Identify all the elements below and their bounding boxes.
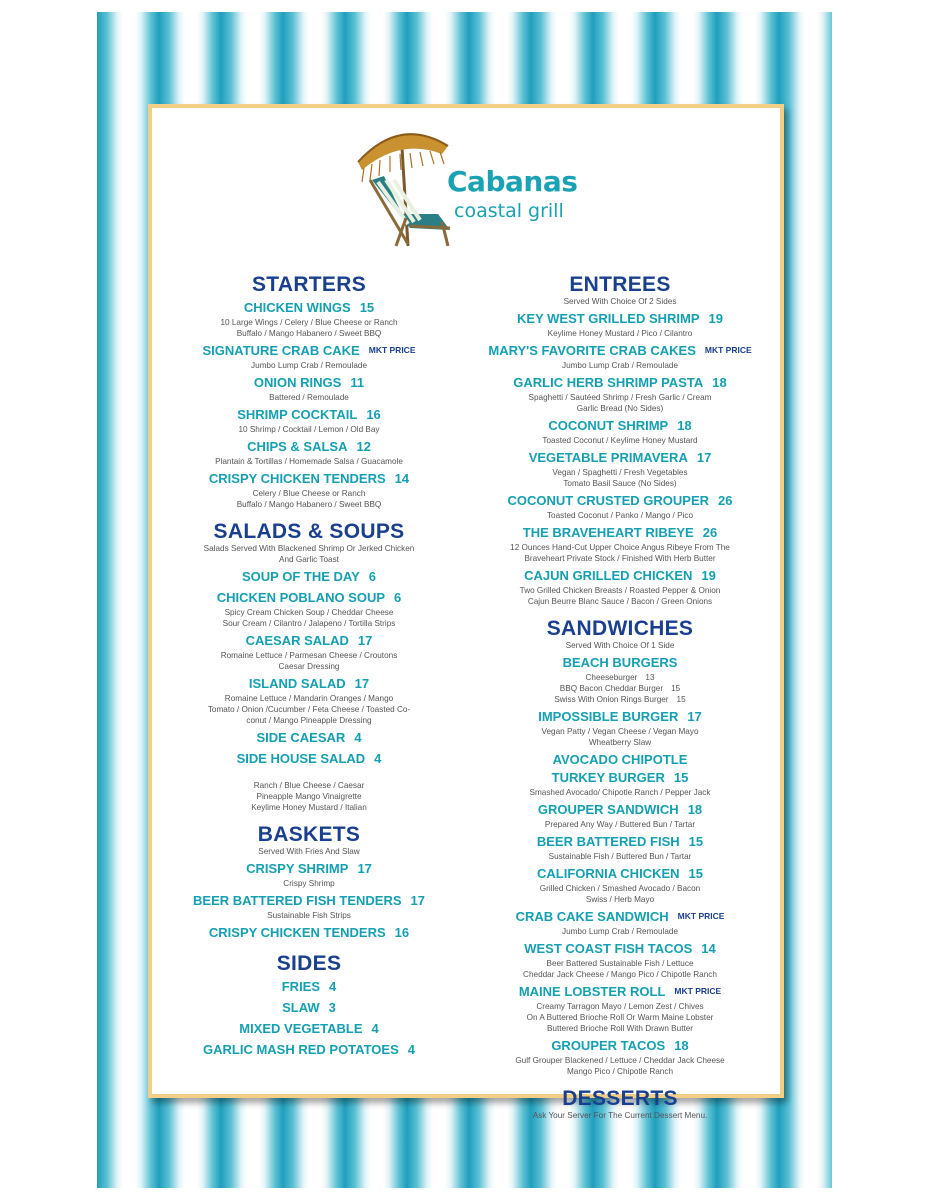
menu-item [480,449,760,489]
item-name: MAINE LOBSTER ROLL [518,984,666,999]
item-description [176,693,442,726]
item-description-line: Battered / Remoulade [269,393,349,402]
item-price: 18 [687,802,703,817]
item-description [176,317,442,339]
menu-item [480,492,760,521]
menu-item [480,654,760,705]
item-name: GROUPER TACOS [551,1038,666,1053]
item-description [480,467,760,489]
section-note-line: Served With Choice Of 2 Sides [563,297,677,306]
menu-item [176,568,442,586]
section-title: ENTREES [569,273,671,296]
brand-name: Cabanas [447,165,578,198]
item-name: CRISPY SHRIMP [246,861,349,876]
item-description [176,488,442,510]
item-description [176,424,442,435]
item-price: 12 [356,439,371,454]
item-description-line: Sustainable Fish Strips [267,911,351,920]
item-price: 6 [394,590,402,605]
menu-item [480,833,760,862]
item-description-line: Caesar Dressing [278,662,340,671]
item-description [480,435,760,446]
menu-item-line [176,470,442,488]
item-name: CHICKEN POBLANO SOUP [216,590,386,605]
item-name: TURKEY BURGER [551,770,665,785]
menu-item-line [176,568,442,586]
section-sides [176,952,442,1059]
menu-item-line [176,342,442,360]
menu-item [480,940,760,980]
item-description-line: Swiss / Herb Mayo [585,895,655,904]
item-name: CRISPY CHICKEN TENDERS [208,925,386,940]
item-price: 17 [687,709,702,724]
item-description-line: Romaine Lettuce / Mandarin Oranges / Mango [224,694,394,703]
item-price: MKT PRICE [704,345,752,355]
menu-item-line [176,589,442,607]
menu-item [480,769,760,798]
item-description-line: Mango Pico / Chipotle Ranch [566,1067,674,1076]
menu-item [480,524,760,564]
section-baskets [176,823,442,942]
menu-item [176,470,442,510]
menu-item [480,801,760,830]
menu-item-line [176,750,442,768]
item-description [480,328,760,339]
menu-item [176,675,442,726]
section-title: SALADS & SOUPS [213,520,405,543]
item-description-line: Spicy Cream Chicken Soup / Cheddar Cheese [224,608,394,617]
menu-item [176,860,442,889]
item-name: GARLIC HERB SHRIMP PASTA [513,375,704,390]
section-note-line: Salads Served With Blackened Shrimp Or Jerked Chicken [203,544,415,553]
item-description [480,1055,760,1077]
item-name: CAESAR SALAD [245,633,349,648]
section-desserts [480,1087,760,1121]
item-name: AVOCADO CHIPOTLE [552,752,688,767]
item-description-line: Romaine Lettuce / Parmesan Cheese / Croutons [220,651,398,660]
menu-item [480,983,760,1034]
item-price: 4 [329,979,337,994]
item-name: MIXED VEGETABLE [239,1021,363,1036]
item-description [480,851,760,862]
item-name: CHICKEN WINGS [243,300,351,315]
burger-option [480,683,760,694]
item-price: 15 [359,300,375,315]
section-title: SIDES [276,952,342,975]
item-description [480,926,760,937]
menu-item [480,374,760,414]
item-name: THE BRAVEHEART RIBEYE [522,525,694,540]
menu-item [480,417,760,446]
item-name: CALIFORNIA CHICKEN [537,866,680,881]
item-description [480,726,760,748]
item-price: 15 [688,834,704,849]
menu-item-line [480,708,760,726]
item-name: ONION RINGS [253,375,342,390]
section-note [176,846,442,857]
section-note [480,640,760,651]
menu-item-line [480,940,760,958]
beach-chair-umbrella-icon [350,118,450,258]
menu-item [176,1041,442,1059]
item-description-line: Plantain & Tortillas / Homemade Salsa / Guacamole [215,457,403,466]
item-description-line: Vegan Patty / Vegan Cheese / Vegan Mayo [541,727,699,736]
menu-item-line [480,908,760,926]
item-name: CRAB CAKE SANDWICH [515,909,669,924]
menu-item-line [480,769,760,787]
menu-item [480,908,760,937]
section-note-line: Ask Your Server For The Current Dessert Menu. [532,1111,708,1120]
item-description [480,392,760,414]
item-description [176,607,442,629]
item-price: 19 [701,568,716,583]
item-name: SHRIMP COCKTAIL [237,407,358,422]
item-description-line: Sour Cream / Cilantro / Jalapeno / Tortilla Strips [222,619,396,628]
menu-item-line [480,801,760,819]
menu-item [480,751,760,769]
item-description [480,787,760,798]
item-price: 17 [354,676,370,691]
item-description [480,883,760,905]
item-price: 17 [410,893,425,908]
menu-item-line [480,1037,760,1055]
item-price: 6 [368,569,376,584]
item-description-line: Two Grilled Chicken Breasts / Roasted Pepper & Onion [519,586,721,595]
item-price: 14 [394,471,410,486]
item-name: COCONUT CRUSTED GROUPER [507,493,710,508]
menu-item [176,978,442,996]
menu-item-line [480,310,760,328]
section-note [176,543,442,565]
menu-item-line [480,751,760,769]
menu-item-line [176,978,442,996]
menu-item [176,999,442,1017]
spacer [176,768,442,780]
dressing-option: Ranch / Blue Cheese / Caesar [253,781,365,790]
item-description-line: Creamy Tarragon Mayo / Lemon Zest / Chives [536,1002,704,1011]
item-description [176,910,442,921]
item-price: 17 [357,861,372,876]
item-description [480,360,760,371]
item-description-line: Buttered Brioche Roll With Drawn Butter [546,1024,694,1033]
section-title: STARTERS [251,273,366,296]
item-name: COCONUT SHRIMP [548,418,669,433]
item-name: BEACH BURGERS [562,655,678,670]
menu-item-line [480,449,760,467]
item-description-line: Buffalo / Mango Habanero / Sweet BBQ [236,500,382,509]
item-price: MKT PRICE [368,345,416,355]
item-description-line: Tomato Basil Sauce (No Sides) [563,479,677,488]
item-price: 14 [701,941,716,956]
menu-column-left [176,273,442,1059]
item-name: VEGETABLE PRIMAVERA [528,450,688,465]
item-description-line: Wheatberry Slaw [588,738,652,747]
item-description [480,510,760,521]
item-description-line: Prepared Any Way / Buttered Bun / Tartar [544,820,696,829]
item-description-line: 10 Shrimp / Cocktail / Lemon / Old Bay [238,425,380,434]
menu-item [176,729,442,747]
section-note [480,296,760,307]
menu-item [176,589,442,629]
section-note-line: Served With Choice Of 1 Side [565,641,675,650]
burger-option [480,694,760,705]
item-price: 15 [673,770,689,785]
item-description-line: Cheddar Jack Cheese / Mango Pico / Chipotle Ranch [523,970,717,979]
section-note-line: And Garlic Toast [279,555,339,564]
menu-item-line [480,492,760,510]
section-note [480,1110,760,1121]
item-description [176,650,442,672]
menu-item-line [480,983,760,1001]
item-description [480,542,760,564]
item-description-line: conut / Mango Pineapple Dressing [246,716,372,725]
item-description-line: Braveheart Private Stock / Finished With Herb Butter [524,554,716,563]
item-name: MARY'S FAVORITE CRAB CAKES [488,343,696,358]
menu-item-line [480,654,760,672]
item-price: 18 [712,375,727,390]
menu-item-line [176,675,442,693]
section-starters [176,273,442,510]
item-description [480,819,760,830]
item-description-line: Toasted Coconut / Panko / Mango / Pico [546,511,694,520]
menu-item [176,632,442,672]
item-description [480,1001,760,1034]
item-price: MKT PRICE [677,911,725,921]
menu-item [480,1037,760,1077]
menu-item-line [176,729,442,747]
item-description [176,878,442,889]
item-price: 16 [366,407,381,422]
burger-option-label: Cheeseburger [585,673,638,682]
item-description [176,456,442,467]
menu-item [176,299,442,339]
item-price: 3 [328,1000,336,1015]
item-name: FRIES [281,979,321,994]
item-name: SIDE CAESAR [256,730,346,745]
item-description-line: Jumbo Lump Crab / Remoulade [561,927,679,936]
item-price: 18 [677,418,692,433]
item-name: CAJUN GRILLED CHICKEN [524,568,693,583]
item-price: 17 [696,450,712,465]
menu-item [176,374,442,403]
item-description-line: Jumbo Lump Crab / Remoulade [250,361,368,370]
burger-option-price: 15 [671,684,681,693]
item-description-line: Jumbo Lump Crab / Remoulade [561,361,679,370]
menu-item [176,342,442,371]
item-name: GROUPER SANDWICH [537,802,679,817]
item-name: CRISPY CHICKEN TENDERS [208,471,386,486]
item-description-line: Celery / Blue Cheese or Ranch [252,489,366,498]
burger-option [480,672,760,683]
item-description [480,585,760,607]
item-name: CHIPS & SALSA [247,439,348,454]
item-name: ISLAND SALAD [248,676,346,691]
section-title: DESSERTS [562,1087,678,1110]
menu-item [480,310,760,339]
section-note-line: Served With Fries And Slaw [258,847,360,856]
menu-item [176,1020,442,1038]
item-description-line: Gulf Grouper Blackened / Lettuce / Cheddar Jack Cheese [515,1056,725,1065]
item-description-line: Smashed Avocado/ Chipotle Ranch / Pepper Jack [529,788,711,797]
menu-item [176,924,442,942]
menu-item-line [176,374,442,392]
item-description-line: Sustainable Fish / Buttered Bun / Tartar [548,852,692,861]
item-name: SIDE HOUSE SALAD [236,751,366,766]
menu-item-line [176,406,442,424]
item-price: 4 [371,1021,379,1036]
section-sandwiches [480,617,760,1077]
item-price: 19 [708,311,723,326]
section-entrees [480,273,760,607]
menu-item [480,567,760,607]
menu-item-line [480,417,760,435]
item-price: 15 [688,866,703,881]
item-price: 4 [407,1042,415,1057]
menu-item-line [480,374,760,392]
item-description-line: Grilled Chicken / Smashed Avocado / Bacon [539,884,701,893]
menu-item-line [176,1020,442,1038]
item-name: BEER BATTERED FISH TENDERS [193,893,402,908]
section-title: BASKETS [257,823,361,846]
menu-item [176,750,442,768]
item-price: MKT PRICE [674,986,722,996]
section-title: SANDWICHES [546,617,694,640]
item-description-line: Garlic Bread (No Sides) [576,404,664,413]
menu-item-line [176,632,442,650]
menu-item [176,892,442,921]
dressing-option: Keylime Honey Mustard / Italian [251,803,367,812]
menu-item-line [176,299,442,317]
item-price: 26 [702,525,718,540]
menu-item-line [480,524,760,542]
item-description [176,392,442,403]
item-price: 26 [718,493,733,508]
brand-tagline: coastal grill [454,200,564,222]
menu-item-line [176,1041,442,1059]
item-price: 11 [350,375,365,390]
item-price: 4 [374,751,382,766]
item-name: IMPOSSIBLE BURGER [538,709,679,724]
item-price: 16 [394,925,410,940]
dressing-option: Pineapple Mango Vinaigrette [256,792,362,801]
item-description-line: Vegan / Spaghetti / Fresh Vegetables [552,468,688,477]
item-description-line: Keylime Honey Mustard / Pico / Cilantro [547,329,693,338]
item-name: SIGNATURE CRAB CAKE [202,343,360,358]
item-description [480,958,760,980]
menu-item-line [176,999,442,1017]
item-description-line: Toasted Coconut / Keylime Honey Mustard [542,436,698,445]
menu-item-line [176,438,442,456]
menu-item [176,406,442,435]
logo [350,118,580,258]
item-description-line: Crispy Shrimp [283,879,335,888]
burger-option-label: Swiss With Onion Rings Burger [554,695,669,704]
menu-item-line [480,833,760,851]
menu-item-line [176,924,442,942]
menu-item-line [176,892,442,910]
item-description [176,360,442,371]
menu-item [480,865,760,905]
item-name: SLAW [282,1000,320,1015]
menu-item [480,708,760,748]
item-price: 17 [357,633,373,648]
item-description-line: Spaghetti / Sautéed Shrimp / Fresh Garlic / Cream [528,393,712,402]
item-name: SOUP OF THE DAY [242,569,360,584]
item-price: 18 [674,1038,689,1053]
burger-option-label: BBQ Bacon Cheddar Burger [559,684,664,693]
item-name: KEY WEST GRILLED SHRIMP [517,311,700,326]
menu-item-line [176,860,442,878]
item-description-line: Tomato / Onion /Cucumber / Feta Cheese / Toasted Co- [207,705,411,714]
item-price: 4 [354,730,362,745]
menu-item-line [480,865,760,883]
item-description-line: Buffalo / Mango Habanero / Sweet BBQ [236,329,382,338]
item-name: GARLIC MASH RED POTATOES [203,1042,399,1057]
item-description-line: 10 Large Wings / Celery / Blue Cheese or Ranch [220,318,398,327]
item-description-line: Cajun Beurre Blanc Sauce / Bacon / Green Onions [527,597,713,606]
section-salads-soups [176,520,442,813]
burger-option-price: 15 [676,695,686,704]
item-description-line: On A Buttered Brioche Roll Or Warm Maine Lobster [526,1013,714,1022]
menu-column-right [480,273,760,1121]
item-name: BEER BATTERED FISH [536,834,680,849]
menu-item [480,342,760,371]
item-description-line: Beer Battered Sustainable Fish / Lettuce [546,959,694,968]
menu-item [176,438,442,467]
item-name: WEST COAST FISH TACOS [524,941,693,956]
item-description-line: 12 Ounces Hand-Cut Upper Choice Angus Ribeye From The [510,543,730,552]
menu-item-line [480,342,760,360]
menu-item-line [480,567,760,585]
burger-option-price: 13 [645,673,655,682]
